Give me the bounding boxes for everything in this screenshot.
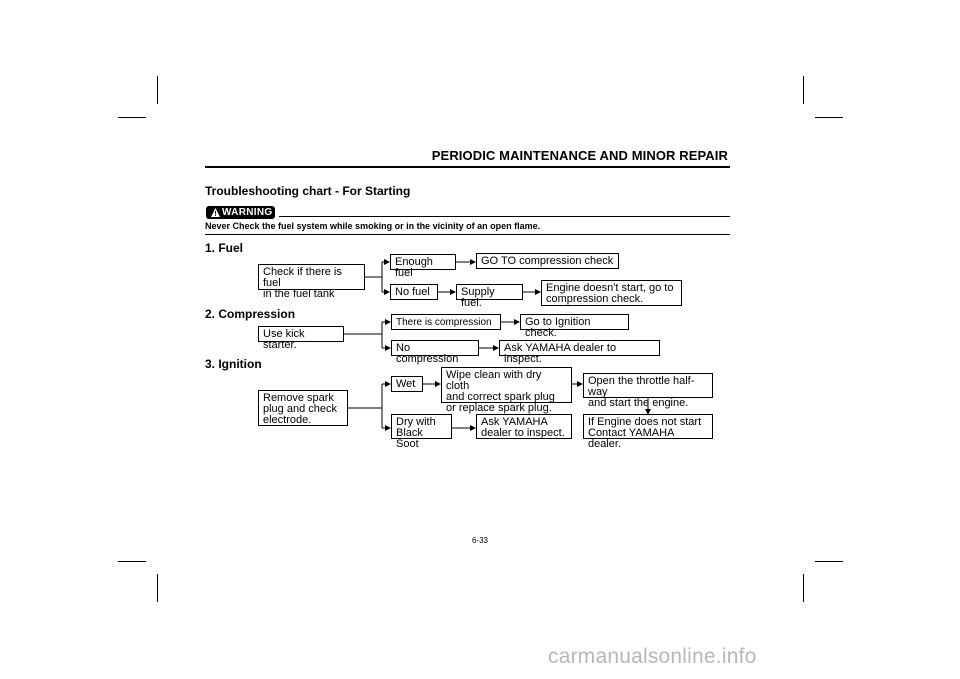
warning-text: Never Check the fuel system while smoking or in the vicinity of an open flame. bbox=[205, 221, 541, 231]
chart-title: Troubleshooting chart - For Starting bbox=[205, 184, 411, 198]
watermark: carmanualsonline.info bbox=[548, 645, 757, 668]
wet-box: Wet bbox=[391, 376, 423, 392]
supply-fuel-box: Supply fuel. bbox=[456, 284, 523, 300]
wipe-clean-box: Wipe clean with dry cloth and correct spark plug or replace spark plug. bbox=[441, 367, 572, 403]
no-fuel-box: No fuel bbox=[390, 284, 438, 300]
ask-dealer-ignition-box: Ask YAMAHA dealer to inspect. bbox=[476, 414, 572, 439]
fuel-check-box: Check if there is fuel in the fuel tank bbox=[258, 264, 365, 290]
goto-compression-box: GO TO compression check bbox=[476, 253, 619, 269]
contact-dealer-box: If Engine does not start Contact YAMAHA dealer. bbox=[583, 414, 713, 439]
open-throttle-box: Open the throttle half-way and start the engine. bbox=[583, 373, 713, 398]
remove-spark-plug-box: Remove spark plug and check electrode. bbox=[258, 390, 348, 426]
section-heading-ignition: 3. Ignition bbox=[205, 357, 262, 371]
compression-present-box: There is compression bbox=[391, 314, 501, 330]
dry-black-soot-box: Dry with Black Soot bbox=[391, 414, 452, 439]
section-heading-fuel: 1. Fuel bbox=[205, 241, 244, 255]
goto-ignition-box: Go to Ignition check. bbox=[520, 314, 629, 330]
section-heading-compression: 2. Compression bbox=[205, 307, 296, 321]
page-header-title: PERIODIC MAINTENANCE AND MINOR REPAIR bbox=[431, 148, 728, 163]
warning-label: WARNING bbox=[222, 207, 273, 218]
enough-fuel-box: Enough fuel bbox=[390, 254, 456, 270]
kick-starter-box: Use kick starter. bbox=[258, 326, 344, 342]
no-compression-box: No compression bbox=[391, 340, 479, 356]
page-number: 6-33 bbox=[471, 536, 488, 545]
ask-dealer-compression-box: Ask YAMAHA dealer to inspect. bbox=[499, 340, 660, 356]
engine-not-start-box: Engine doesn't start, go to compression check. bbox=[541, 280, 682, 306]
